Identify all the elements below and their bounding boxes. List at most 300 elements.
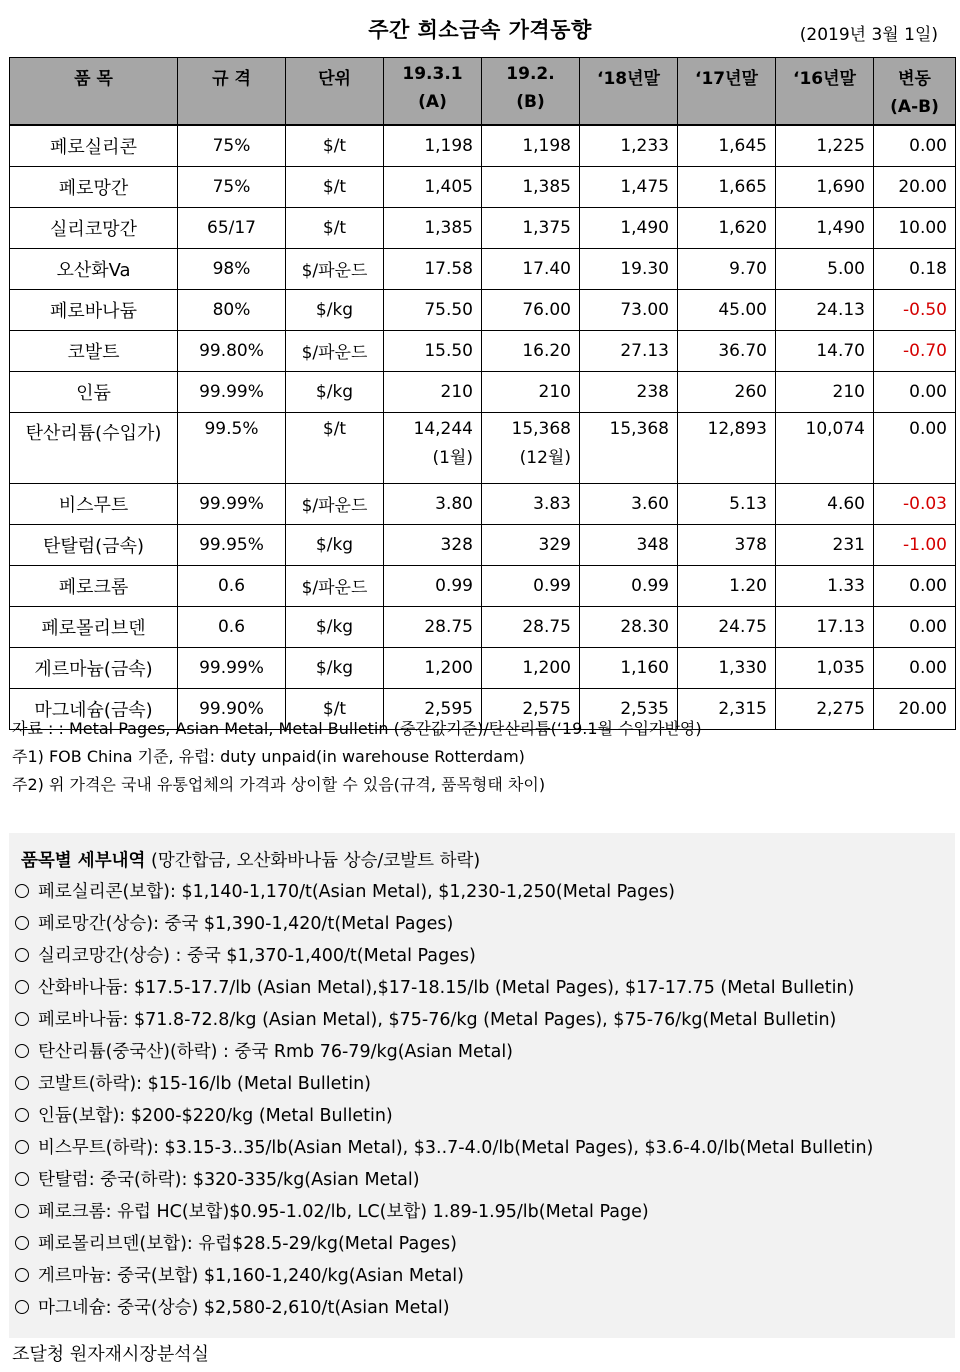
price-previous [482, 330, 580, 371]
price-previous [482, 289, 580, 330]
item-unit-value: $/파운드 [301, 343, 368, 363]
list-item-text: 페로망간(상승): 중국 $1,390-1,420/t(Metal Pages) [38, 914, 454, 934]
price-end-2018 [580, 166, 678, 207]
price-previous [482, 524, 580, 565]
item-name-value: 페로크롬 [58, 576, 129, 598]
price-end-2018 [580, 483, 678, 524]
price-end-2018-value: 2,535 [620, 698, 669, 719]
table-row [10, 483, 956, 524]
column-header-label: 19.2. [506, 64, 555, 84]
item-name-value: 페로몰리브덴 [41, 617, 146, 639]
price-change [874, 248, 956, 289]
price-change-value: 0.00 [909, 135, 947, 156]
price-end-2016-value: 1,490 [816, 217, 865, 238]
price-change [874, 371, 956, 412]
price-change-value: 20.00 [898, 698, 947, 719]
table-row [10, 524, 956, 565]
list-item [15, 940, 955, 972]
price-end-2016 [776, 565, 874, 606]
page-title: 주간 희소금속 가격동향 [368, 18, 592, 42]
item-name-value: 마그네슘(금속) [34, 699, 153, 721]
circle-bullet-icon [15, 884, 29, 898]
price-current [384, 524, 482, 565]
item-name-value: 실리코망간 [50, 218, 137, 240]
table-row [10, 330, 956, 371]
price-change-value: 0.00 [909, 418, 947, 439]
report-date: (2019년 3월 1일) [799, 25, 938, 45]
price-end-2016 [776, 330, 874, 371]
item-unit [286, 371, 384, 412]
price-end-2017-value: 1,645 [718, 135, 767, 156]
price-previous [482, 248, 580, 289]
price-previous-value: 1,198 [522, 135, 571, 156]
price-end-2017-value: 12,893 [707, 418, 767, 439]
item-name-value: 인듐 [76, 382, 111, 404]
list-item-text: 마그네슘: 중국(상승) $2,580-2,610/t(Asian Metal) [38, 1298, 450, 1318]
price-end-2018 [580, 125, 678, 167]
item-unit [286, 483, 384, 524]
list-item [15, 1260, 955, 1292]
item-unit-value: $/t [322, 135, 347, 156]
item-unit-value: $/kg [315, 657, 354, 678]
item-unit [286, 125, 384, 167]
note-1: 주1) FOB China 기준, 유럽: duty unpaid(in warehouse Rotterdam) [12, 747, 525, 766]
price-change-value: 0.00 [909, 381, 947, 402]
price-end-2017 [678, 330, 776, 371]
price-previous [482, 606, 580, 647]
price-current [384, 166, 482, 207]
item-name [10, 412, 178, 483]
price-end-2017-value: 1,330 [718, 657, 767, 678]
price-previous-value: 76.00 [522, 299, 571, 320]
column-header-label: 변동 [898, 69, 931, 89]
column-header-sublabel: (B) [516, 92, 545, 112]
price-previous-value: 2,575 [522, 698, 571, 719]
price-end-2017 [678, 166, 776, 207]
price-current-value: 17.58 [424, 258, 473, 279]
list-item [15, 1004, 955, 1036]
list-item [15, 1036, 955, 1068]
price-change [874, 207, 956, 248]
price-end-2016-value: 24.13 [816, 299, 865, 320]
list-item-text: 실리코망간(상승) : 중국 $1,370-1,400/t(Metal Pages) [38, 946, 476, 966]
price-current-value: 210 [440, 381, 473, 402]
price-end-2017 [678, 289, 776, 330]
price-change-value: -0.03 [903, 493, 947, 514]
table-row [10, 371, 956, 412]
price-end-2016-value: 1,035 [816, 657, 865, 678]
price-change [874, 330, 956, 371]
price-end-2018-value: 19.30 [620, 258, 669, 279]
price-change-value: 0.00 [909, 616, 947, 637]
price-current [384, 647, 482, 688]
table-row [10, 565, 956, 606]
price-end-2017-value: 45.00 [718, 299, 767, 320]
price-end-2016-value: 1,690 [816, 176, 865, 197]
price-current-value: 75.50 [424, 299, 473, 320]
item-unit-value: $/t [322, 418, 347, 439]
price-current [384, 483, 482, 524]
item-unit [286, 207, 384, 248]
item-spec [178, 166, 286, 207]
item-spec [178, 330, 286, 371]
price-end-2018 [580, 524, 678, 565]
circle-bullet-icon [15, 948, 29, 962]
price-end-2017-value: 1.20 [729, 575, 767, 596]
circle-bullet-icon [15, 1108, 29, 1122]
item-spec [178, 248, 286, 289]
item-unit [286, 248, 384, 289]
price-end-2016-value: 5.00 [827, 258, 865, 279]
item-name [10, 289, 178, 330]
price-change [874, 524, 956, 565]
price-end-2017-value: 5.13 [729, 493, 767, 514]
circle-bullet-icon [15, 1204, 29, 1218]
price-end-2017-value: 1,665 [718, 176, 767, 197]
item-spec [178, 289, 286, 330]
price-end-2016 [776, 606, 874, 647]
item-name-value: 코발트 [67, 341, 120, 363]
item-name-value: 페로망간 [58, 177, 129, 199]
price-end-2018-value: 1,160 [620, 657, 669, 678]
price-end-2017-value: 2,315 [718, 698, 767, 719]
item-spec-value: 99.95% [199, 534, 264, 555]
item-name-value: 탄탈럼(금속) [43, 535, 144, 557]
column-header [384, 58, 482, 125]
price-end-2017 [678, 565, 776, 606]
price-end-2016 [776, 688, 874, 729]
column-header-label: ‘18년말 [597, 69, 660, 89]
column-header [874, 58, 956, 125]
list-item-text: 페로바나듐: $71.8-72.8/kg (Asian Metal), $75-76/kg (Metal Pages), $75-76/kg(Metal Bulletin) [38, 1010, 837, 1030]
list-item-text: 탄탈럼: 중국(하락): $320-335/kg(Asian Metal) [38, 1170, 420, 1190]
table-row [10, 412, 956, 483]
price-end-2018 [580, 330, 678, 371]
item-unit-value: $/kg [315, 381, 354, 402]
price-current [384, 248, 482, 289]
price-change [874, 565, 956, 606]
price-previous [482, 647, 580, 688]
detail-heading-summary: (망간합금, 오산화바나듐 상승/코발트 하락) [151, 851, 481, 871]
item-spec-value: 98% [212, 258, 251, 279]
item-spec [178, 412, 286, 483]
price-change-value: 20.00 [898, 176, 947, 197]
price-end-2017-value: 1,620 [718, 217, 767, 238]
detail-heading [21, 846, 955, 876]
price-previous-value: 0.99 [533, 575, 571, 596]
list-item [15, 908, 955, 940]
price-current-value: 2,595 [424, 698, 473, 719]
price-change-value: -0.70 [903, 340, 947, 361]
column-header-label: 19.3.1 [402, 64, 463, 84]
price-change [874, 483, 956, 524]
price-previous-value: 1,375 [522, 217, 571, 238]
note-2: 주2) 위 가격은 국내 유통업체의 가격과 상이할 수 있음(규격, 품목형태 차이) [12, 775, 546, 794]
price-current-value: 3.80 [435, 493, 473, 514]
table-header-row [10, 58, 956, 125]
item-name [10, 207, 178, 248]
item-spec [178, 207, 286, 248]
item-unit [286, 647, 384, 688]
price-previous-value: 329 [538, 534, 571, 555]
item-unit-value: $/t [322, 217, 347, 238]
column-header [776, 58, 874, 125]
circle-bullet-icon [15, 1172, 29, 1186]
item-name-value: 게르마늄(금속) [34, 658, 153, 680]
price-current [384, 606, 482, 647]
table-row [10, 207, 956, 248]
price-end-2018 [580, 412, 678, 483]
price-change-value: -1.00 [903, 534, 947, 555]
price-end-2016 [776, 166, 874, 207]
price-current [384, 371, 482, 412]
list-item-text: 탄산리튬(중국산)(하락) : 중국 Rmb 76-79/kg(Asian Metal) [38, 1042, 514, 1062]
item-name [10, 125, 178, 167]
price-end-2017-value: 24.75 [718, 616, 767, 637]
item-name [10, 371, 178, 412]
price-end-2016 [776, 289, 874, 330]
item-name-value: 비스무트 [58, 494, 129, 516]
list-item-text: 게르마늄: 중국(보합) $1,160-1,240/kg(Asian Metal) [38, 1266, 464, 1286]
list-item [15, 1132, 955, 1164]
price-current-value: 1,385 [424, 217, 473, 238]
item-unit [286, 330, 384, 371]
item-unit [286, 289, 384, 330]
circle-bullet-icon [15, 916, 29, 930]
column-header-label: ‘17년말 [695, 69, 758, 89]
item-spec-value: 99.90% [199, 698, 264, 719]
price-end-2017-value: 36.70 [718, 340, 767, 361]
list-item-text: 페로크롬: 유럽 HC(보합)$0.95-1.02/lb, LC(보합) 1.89-1.95/lb(Metal Page) [38, 1202, 649, 1222]
price-current-value: 15.50 [424, 340, 473, 361]
list-item [15, 1196, 955, 1228]
item-unit [286, 412, 384, 483]
list-item [15, 1164, 955, 1196]
price-end-2018 [580, 248, 678, 289]
circle-bullet-icon [15, 1300, 29, 1314]
price-end-2016 [776, 207, 874, 248]
price-change [874, 688, 956, 729]
list-item [15, 1100, 955, 1132]
item-spec-value: 65/17 [207, 217, 256, 238]
item-unit [286, 166, 384, 207]
item-spec [178, 524, 286, 565]
list-item-text: 페로실리콘(보합): $1,140-1,170/t(Asian Metal), $1,230-1,250(Metal Pages) [38, 882, 675, 902]
column-header [286, 58, 384, 125]
item-spec [178, 647, 286, 688]
table-row [10, 606, 956, 647]
list-item-text: 코발트(하락): $15-16/lb (Metal Bulletin) [38, 1074, 371, 1094]
item-unit-value: $/t [322, 176, 347, 197]
item-name [10, 166, 178, 207]
list-item [15, 972, 955, 1004]
price-end-2016-value: 1,225 [816, 135, 865, 156]
item-name [10, 330, 178, 371]
item-spec [178, 371, 286, 412]
circle-bullet-icon [15, 1236, 29, 1250]
list-item [15, 1228, 955, 1260]
price-end-2018-value: 238 [636, 381, 669, 402]
column-header-sublabel: (A-B) [890, 97, 939, 117]
item-unit-value: $/t [322, 698, 347, 719]
footer-office: 조달청 원자재시장분석실 [12, 1344, 209, 1365]
price-end-2016 [776, 483, 874, 524]
price-change-value: 0.00 [909, 657, 947, 678]
column-header [678, 58, 776, 125]
column-header [482, 58, 580, 125]
price-current-value: 1,200 [424, 657, 473, 678]
item-name [10, 606, 178, 647]
list-item [15, 1068, 955, 1100]
item-name-value: 탄산리튬(수입가) [25, 422, 162, 444]
circle-bullet-icon [15, 1268, 29, 1282]
price-end-2017 [678, 524, 776, 565]
detail-list [15, 876, 955, 1324]
list-item [15, 1292, 955, 1324]
price-current [384, 207, 482, 248]
item-spec [178, 125, 286, 167]
price-table [9, 57, 956, 730]
price-previous [482, 412, 580, 483]
price-end-2017 [678, 647, 776, 688]
price-end-2016 [776, 125, 874, 167]
price-previous-value: 1,200 [522, 657, 571, 678]
column-header [10, 58, 178, 125]
price-end-2017 [678, 125, 776, 167]
price-current [384, 330, 482, 371]
price-previous-value: 210 [538, 381, 571, 402]
item-spec [178, 606, 286, 647]
price-end-2018-value: 28.30 [620, 616, 669, 637]
price-current [384, 565, 482, 606]
price-end-2018-value: 1,490 [620, 217, 669, 238]
circle-bullet-icon [15, 1012, 29, 1026]
price-end-2016-value: 231 [832, 534, 865, 555]
price-change [874, 647, 956, 688]
price-previous [482, 166, 580, 207]
column-header-sublabel: (A) [418, 92, 447, 112]
list-item-text: 인듐(보합): $200-$220/kg (Metal Bulletin) [38, 1106, 393, 1126]
column-header-label: ‘16년말 [793, 69, 856, 89]
item-unit-value: $/kg [315, 534, 354, 555]
column-header [580, 58, 678, 125]
detail-section [9, 833, 955, 1338]
item-unit-value: $/kg [315, 299, 354, 320]
item-spec-value: 99.99% [199, 493, 264, 514]
price-end-2018-value: 73.00 [620, 299, 669, 320]
item-spec-value: 99.99% [199, 657, 264, 678]
price-previous-value: 1,385 [522, 176, 571, 197]
price-end-2017 [678, 483, 776, 524]
column-header [178, 58, 286, 125]
price-end-2016 [776, 248, 874, 289]
price-current [384, 125, 482, 167]
list-item [15, 876, 955, 908]
price-previous [482, 371, 580, 412]
circle-bullet-icon [15, 1076, 29, 1090]
item-unit-value: $/파운드 [301, 578, 368, 598]
item-name [10, 524, 178, 565]
column-header-label: 규 격 [212, 69, 251, 89]
price-previous-value: 3.83 [533, 493, 571, 514]
item-spec-value: 0.6 [217, 616, 246, 637]
price-change [874, 606, 956, 647]
item-spec-value: 75% [212, 176, 251, 197]
item-spec-value: 0.6 [217, 575, 246, 596]
price-previous-value: 28.75 [522, 616, 571, 637]
price-end-2017 [678, 248, 776, 289]
column-header-label: 품 목 [74, 69, 113, 89]
price-end-2016 [776, 412, 874, 483]
item-spec-value: 99.99% [199, 381, 264, 402]
price-end-2018-value: 0.99 [631, 575, 669, 596]
price-previous [482, 565, 580, 606]
price-end-2017 [678, 207, 776, 248]
list-item-text: 페로몰리브덴(보합): 유럽$28.5-29/kg(Metal Pages) [38, 1234, 457, 1254]
price-end-2017 [678, 412, 776, 483]
table-row [10, 289, 956, 330]
item-name [10, 248, 178, 289]
price-previous [482, 483, 580, 524]
price-current-value: 1,405 [424, 176, 473, 197]
price-previous-month-note: (12월) [519, 447, 571, 468]
price-end-2016 [776, 371, 874, 412]
price-previous-value: 17.40 [522, 258, 571, 279]
price-previous [482, 207, 580, 248]
price-current-value: 28.75 [424, 616, 473, 637]
price-current-value: 0.99 [435, 575, 473, 596]
price-change-value: 0.18 [909, 258, 947, 279]
price-change [874, 412, 956, 483]
price-previous-value: 16.20 [522, 340, 571, 361]
price-end-2016-value: 210 [832, 381, 865, 402]
price-end-2018 [580, 647, 678, 688]
price-current-value: 328 [440, 534, 473, 555]
price-change-value: 0.00 [909, 575, 947, 596]
price-current [384, 289, 482, 330]
price-end-2016-value: 1.33 [827, 575, 865, 596]
price-end-2018 [580, 371, 678, 412]
item-unit-value: $/kg [315, 616, 354, 637]
price-end-2016 [776, 647, 874, 688]
price-end-2018-value: 3.60 [631, 493, 669, 514]
price-previous [482, 125, 580, 167]
circle-bullet-icon [15, 1140, 29, 1154]
item-spec-value: 75% [212, 135, 251, 156]
price-end-2018 [580, 207, 678, 248]
price-current-value: 14,244 [413, 418, 473, 439]
table-row [10, 125, 956, 167]
price-end-2017 [678, 371, 776, 412]
price-previous-value: 15,368 [511, 418, 571, 439]
price-end-2016-value: 2,275 [816, 698, 865, 719]
item-unit-value: $/파운드 [301, 261, 368, 281]
item-unit-value: $/파운드 [301, 496, 368, 516]
price-end-2018-value: 27.13 [620, 340, 669, 361]
item-unit [286, 524, 384, 565]
price-end-2018 [580, 565, 678, 606]
table-row [10, 647, 956, 688]
circle-bullet-icon [15, 1044, 29, 1058]
price-end-2016-value: 10,074 [805, 418, 865, 439]
column-header-label: 단위 [318, 69, 351, 89]
item-unit [286, 565, 384, 606]
price-end-2017 [678, 606, 776, 647]
source-notes [12, 715, 702, 799]
item-unit [286, 606, 384, 647]
price-end-2018 [580, 289, 678, 330]
price-change [874, 289, 956, 330]
